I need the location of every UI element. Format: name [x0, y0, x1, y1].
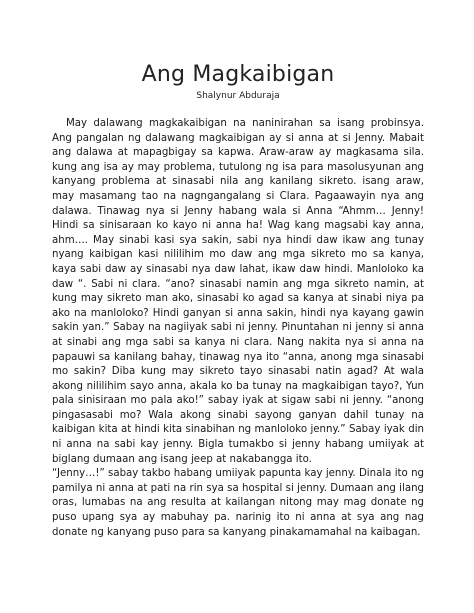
document-title: Ang Magkaibigan	[141, 62, 335, 87]
paragraph-2: “Jenny…!” sabay takbo habang umiiyak papunta kay jenny. Dinala ito ng pamilya ni anna at pati na rin sya sa hospital si jenny. Dumaan ang ilang oras, lumabas na ang resulta at kailangan nitong may mag donate ng puso upang sya ay mabuhay pa. narinig ito ni anna at sya ang nag donate ng kanyang puso para sa kanyang pinakamamahal na kaibagan.	[52, 468, 424, 538]
story-body	[52, 117, 424, 540]
paragraph-1: May dalawang magkakaibigan na naninirahan sa isang probinsya. Ang pangalan ng dalawang magkaibigan ay si anna at si Jenny. Mabait ang dalawa at mapagbigay sa kapwa. Araw-araw ay magkasama sila. kung ang isa ay may problema, tutulong ng isa para masolusyunan ang kanyang problema at sinasabi nila ang kanilang sikreto. isang araw, may masamang tao na nagngangalang si Clara. Pagaawayin nya ang dalawa. Tinawag nya si Jenny habang wala si Anna “Ahmm… Jenny! Hindi sa sinisaraan ko kayo ni anna ha! Wag kang magsabi kay anna, ahm…. May sinabi kasi sya sakin, sabi nya hindi daw ikaw ang tunay nyang kaibigan kasi nililihim mo daw ang mga sikreto mo sa kanya, kaya sabi daw ay sinasabi nya daw lahat, ikaw daw hindi. Manloloko ka daw “. Sabi ni clara. “ano? sinasabi namin ang mga sikreto namin, at kung may sikreto man ako, sinasabi ko agad sa kanya at sinabi niya pa ako na manloloko? Hindi ganyan si anna sakin, hindi nya kayang gawin sakin yan.” Sabay na nagiiyak sabi ni jenny. Pinuntahan ni jenny si anna at sinabi ang mga sabi sa kanya ni clara. Nang nakita nya si anna na papauwi sa kanilang bahay, tinawag nya ito “anna, anong mga sinasabi mo sakin? Diba kung may sikreto tayo sinasabi natin agad? At wala akong nililihim sayo anna, akala ko ba tunay na magkaibigan tayo?, Yun pala sinisiraan mo pala ako!” sabay iyak at sigaw sabi ni jenny. “anong pingasasabi mo? Wala akong sinabi sayong ganyan dahil tunay na kaibigan kita at hindi kita sinabihan ng manloloko jenny.” Sabay iyak din ni anna na sabi kay jenny. Bigla tumakbo si jenny habang umiiyak at biglang dumaan ang isang jeep at nakabangga ito.	[52, 118, 424, 465]
author-name: Shalynur Abduraja	[196, 91, 280, 101]
